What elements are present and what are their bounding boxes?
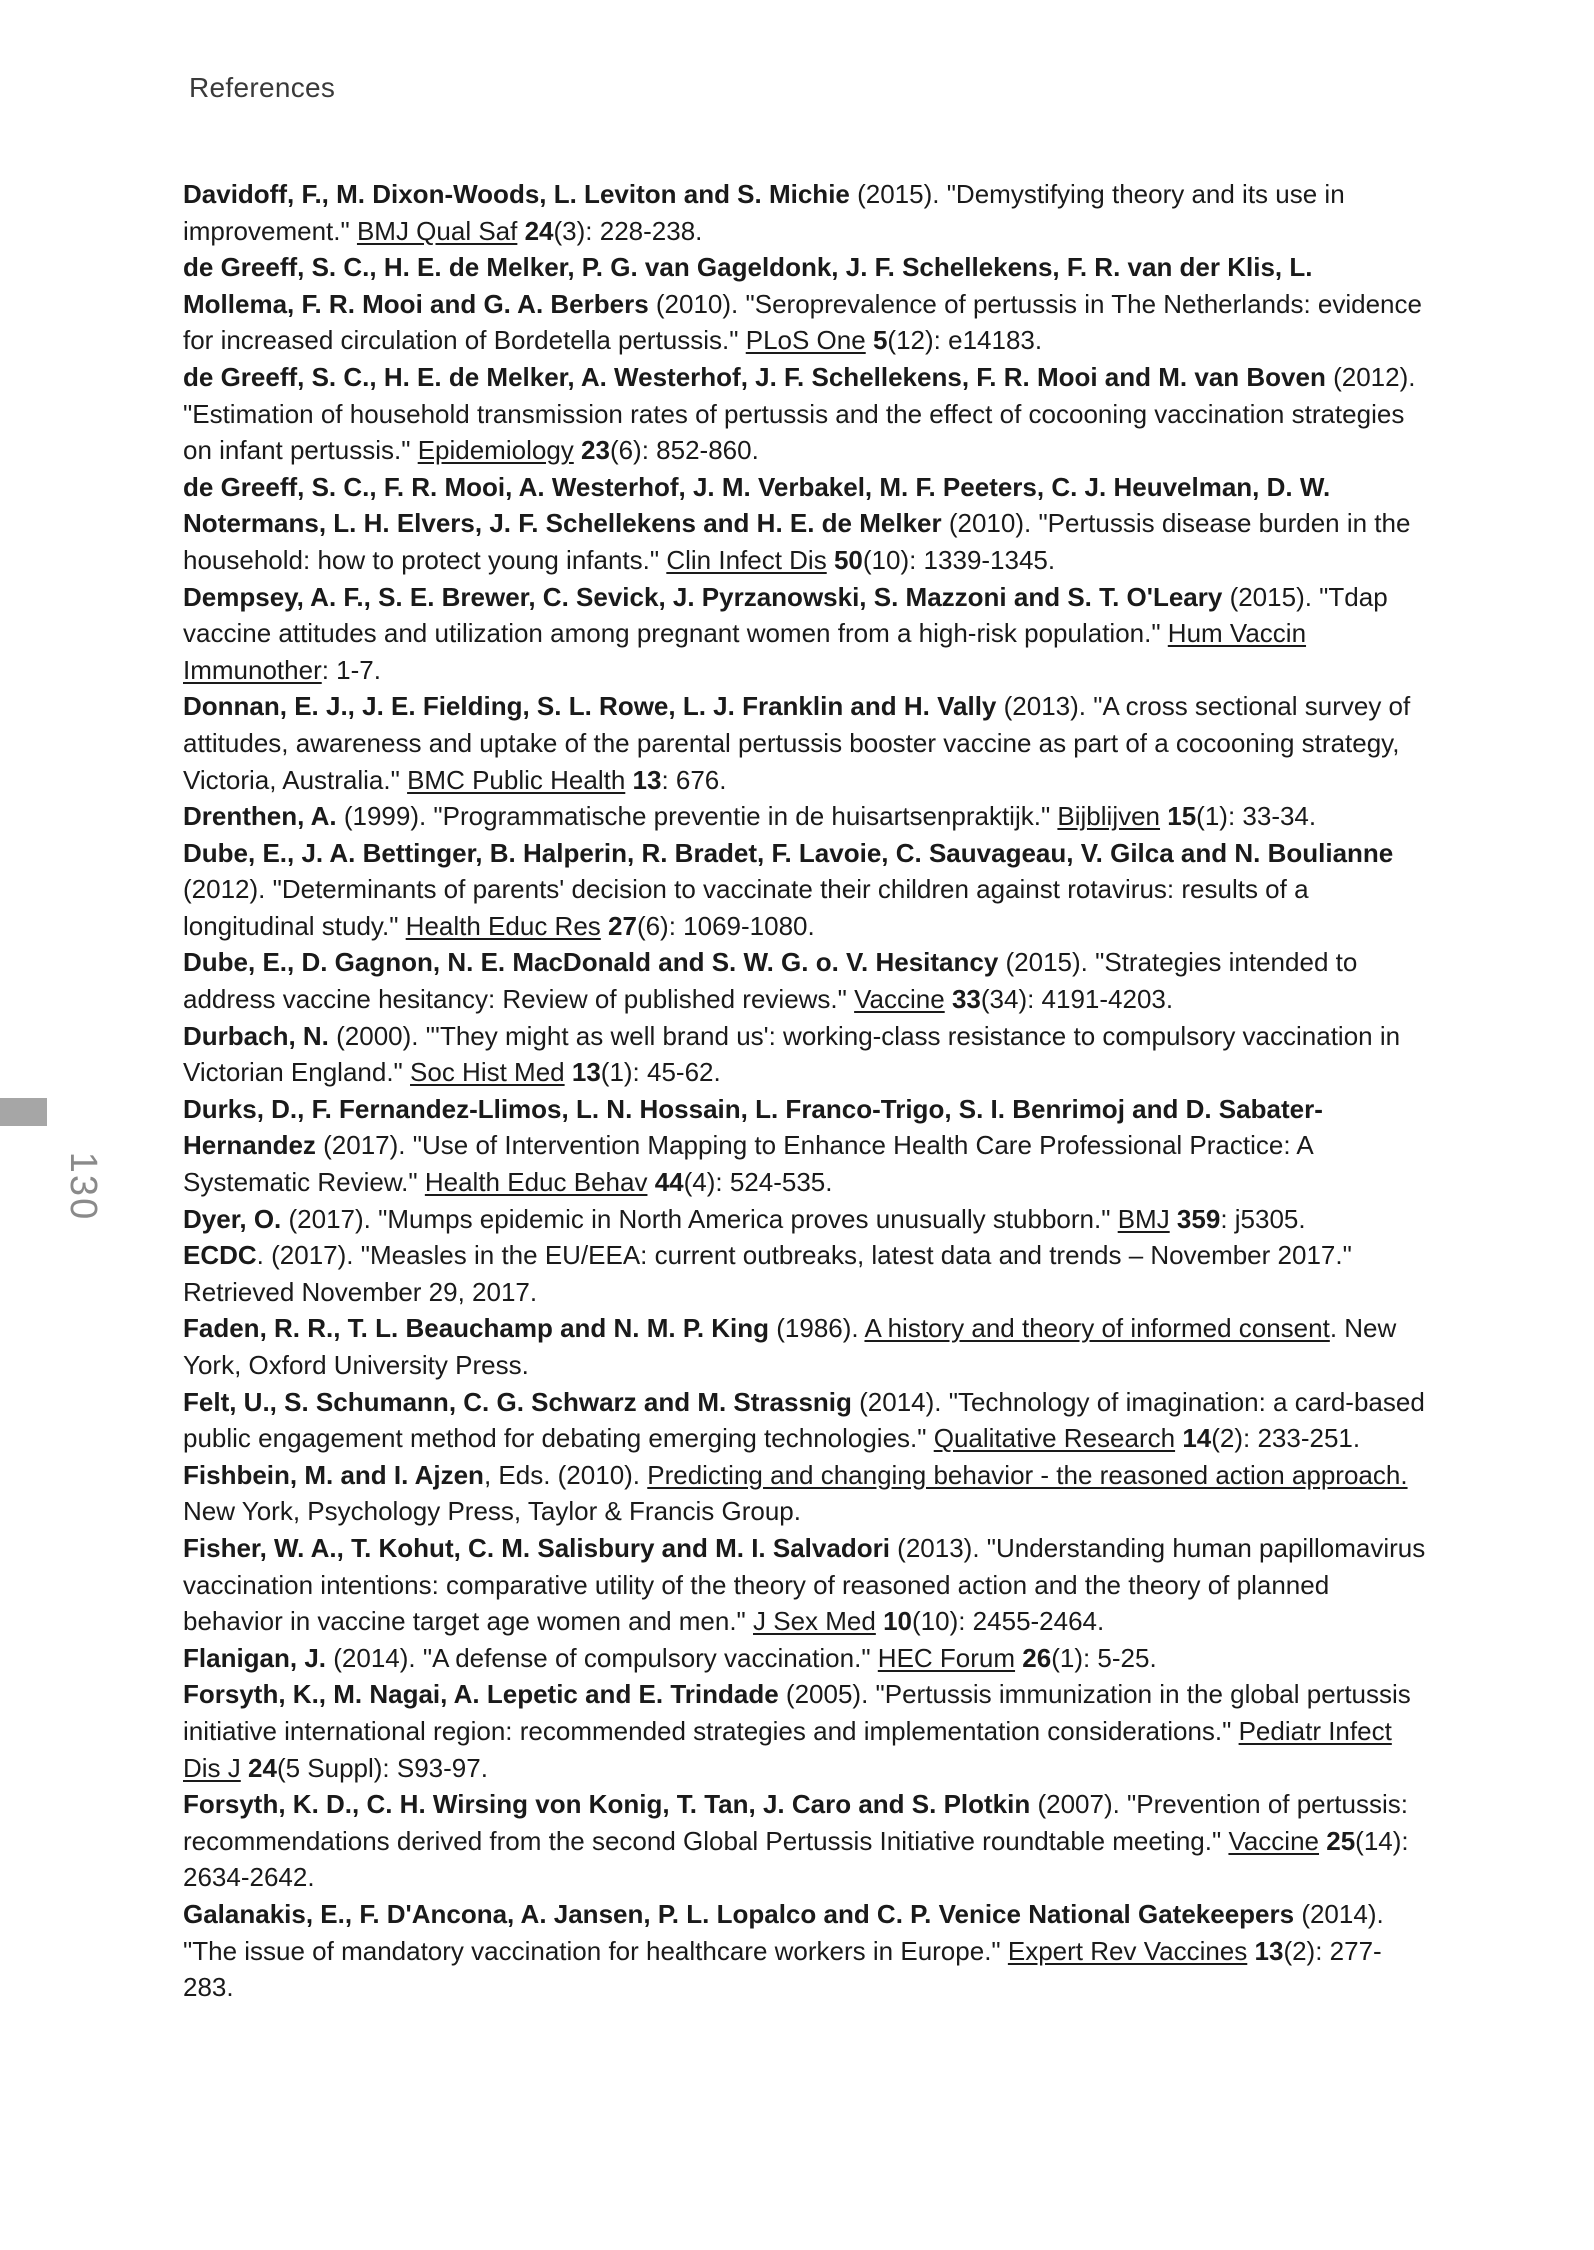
reference-entry	[183, 1201, 1428, 1238]
reference-text: (2013). "A cross sectional survey of attitudes, awareness and uptake of the parental pertussis booster vaccine as part of a cocooning strategy, Victoria, Australia."	[183, 691, 1411, 795]
reference-authors: Davidoff, F., M. Dixon-Woods, L. Leviton and S. Michie	[183, 179, 850, 209]
reference-text	[1170, 1204, 1177, 1234]
reference-text	[876, 1606, 883, 1636]
reference-authors: 26	[1022, 1642, 1052, 1673]
reference-text: (1986).	[769, 1313, 865, 1344]
reference-source: Qualitative Research	[933, 1423, 1176, 1454]
reference-source: Vaccine	[1228, 1825, 1320, 1856]
reference-authors: Flanigan, J.	[183, 1642, 327, 1673]
reference-source: A history and theory of informed consent	[864, 1313, 1330, 1344]
reference-authors: Fishbein, M. and I. Ajzen	[183, 1459, 484, 1490]
reference-text: . (2017). "Measles in the EU/EEA: current outbreaks, latest data and trends – November 2017." Retrieved November 29, 2017.	[183, 1240, 1352, 1307]
reference-entry	[183, 176, 1428, 249]
reference-text: (1): 33-34.	[1196, 801, 1317, 832]
reference-text: , Eds. (2010).	[483, 1459, 648, 1490]
reference-text: (2000). "'They might as well brand us': working-class resistance to compulsory vaccination in Victorian England."	[183, 1020, 1401, 1088]
reference-text: (2014). "Technology of imagination: a card-based public engagement method for debating emerging technologies."	[183, 1386, 1425, 1454]
reference-authors: 50	[833, 544, 863, 575]
reference-text	[647, 1167, 654, 1197]
reference-source: Epidemiology	[417, 435, 574, 466]
reference-authors: Dyer, O.	[183, 1203, 282, 1234]
reference-source: Health Educ Res	[405, 910, 601, 941]
reference-entry	[183, 1896, 1428, 2006]
reference-text: (2015). "Strategies intended to address vaccine hesitancy: Review of published reviews."	[183, 947, 1358, 1015]
reference-text	[601, 911, 608, 941]
reference-authors: Dube, E., J. A. Bettinger, B. Halperin, R. Bradet, F. Lavoie, C. Sauvageau, V. Gilca and N. Boulianne	[183, 837, 1394, 868]
reference-text: (1999). "Programmatische preventie in de huisartsenpraktijk."	[336, 801, 1058, 832]
reference-entry	[183, 1530, 1428, 1640]
reference-authors: de Greeff, S. C., H. E. de Melker, P. G. van Gageldonk, J. F. Schellekens, F. R. van der Klis, L. Mollema, F. R. Mooi and G. A. Berbers	[183, 252, 1313, 319]
reference-source: Pediatr Infect Dis J	[183, 1715, 1392, 1783]
reference-authors: 23	[581, 435, 610, 466]
reference-entry	[183, 688, 1428, 798]
reference-authors: Donnan, E. J., J. E. Fielding, S. L. Rowe, L. J. Franklin and H. Vally	[183, 691, 997, 722]
reference-authors: 44	[654, 1167, 684, 1198]
reference-text: (2015). "Demystifying theory and its use in improvement."	[183, 179, 1345, 246]
reference-text: (2013). "Understanding human papillomavirus vaccination intentions: comparative utility of the theory of reasoned action and the theory of planned behavior in vaccine target age women and men."	[183, 1532, 1426, 1637]
reference-text: (2): 277-283.	[183, 1935, 1382, 2003]
reference-text: (14): 2634-2642.	[183, 1825, 1409, 1893]
reference-source: Vaccine	[854, 984, 945, 1015]
reference-authors: 10	[883, 1606, 912, 1637]
reference-authors: 25	[1326, 1825, 1356, 1856]
reference-entry	[183, 359, 1428, 469]
reference-text	[866, 325, 873, 355]
reference-authors: 13	[632, 764, 662, 795]
reference-text: : 676.	[661, 764, 727, 795]
reference-authors: Forsyth, K., M. Nagai, A. Lepetic and E. Trindade	[183, 1679, 779, 1710]
reference-source: PLoS One	[745, 325, 866, 356]
reference-entry	[183, 1640, 1428, 1677]
reference-entry	[183, 1310, 1428, 1383]
reference-source: BMJ	[1117, 1203, 1170, 1234]
reference-authors: Dempsey, A. F., S. E. Brewer, C. Sevick, J. Pyrzanowski, S. Mazzoni and S. T. O'Leary	[183, 581, 1223, 612]
reference-text: : j5305.	[1220, 1203, 1306, 1234]
reference-authors: Dube, E., D. Gagnon, N. E. MacDonald and S. W. G. o. V. Hesitancy	[183, 947, 999, 978]
reference-text: (2012). "Determinants of parents' decision to vaccinate their children against rotavirus: results of a longitudinal study."	[183, 874, 1309, 941]
reference-authors: 33	[951, 984, 981, 1015]
reference-authors: Drenthen, A.	[183, 801, 337, 832]
reference-text	[945, 984, 952, 1014]
reference-text: (2017). "Mumps epidemic in North America proves unusually stubborn."	[281, 1203, 1118, 1234]
reference-text: (1): 5-25.	[1051, 1642, 1157, 1673]
reference-text: (2005). "Pertussis immunization in the global pertussis initiative international region: recommended strategies and implementation considerations."	[183, 1679, 1411, 1746]
reference-authors: Durks, D., F. Fernandez-Llimos, L. N. Hossain, L. Franco-Trigo, S. I. Benrimoj and D. Sabater-Hernandez	[183, 1093, 1323, 1161]
reference-text: (2017). "Use of Intervention Mapping to Enhance Health Care Professional Practice: A Systematic Review."	[183, 1130, 1313, 1198]
reference-text: (2014). "A defense of compulsory vaccination."	[326, 1642, 878, 1673]
reference-text: (4): 524-535.	[683, 1167, 833, 1198]
reference-list	[183, 176, 1428, 2006]
reference-source: BMC Public Health	[407, 764, 626, 795]
reference-entry	[183, 944, 1428, 1017]
reference-entry	[183, 1384, 1428, 1457]
reference-entry	[183, 1786, 1428, 1896]
reference-authors: de Greeff, S. C., H. E. de Melker, A. Westerhof, J. F. Schellekens, F. R. Mooi and M. van Boven	[183, 361, 1326, 392]
reference-entry	[183, 1676, 1428, 1786]
reference-text: (2014). "The issue of mandatory vaccination for healthcare workers in Europe."	[183, 1898, 1384, 1966]
reference-text	[241, 1753, 248, 1783]
reference-authors: Durbach, N.	[183, 1020, 329, 1051]
reference-text: (12): e14183.	[887, 325, 1043, 356]
reference-text: (2015). "Tdap vaccine attitudes and utilization among pregnant women from a high-risk population."	[183, 581, 1388, 649]
reference-entry	[183, 835, 1428, 945]
reference-entry	[183, 1018, 1428, 1091]
reference-source: BMJ Qual Saf	[356, 215, 518, 246]
reference-text	[625, 765, 632, 795]
reference-text: (5 Suppl): S93-97.	[276, 1752, 488, 1783]
reference-entry	[183, 1091, 1428, 1201]
reference-authors: 5	[872, 325, 888, 356]
reference-authors: 359	[1176, 1203, 1221, 1234]
reference-text: (10): 1339-1345.	[862, 544, 1056, 575]
reference-text	[565, 1057, 572, 1087]
reference-authors: ECDC	[183, 1240, 257, 1271]
reference-source: Hum Vaccin Immunother	[183, 618, 1307, 685]
reference-authors: 13	[1254, 1935, 1284, 1966]
reference-authors: Forsyth, K. D., C. H. Wirsing von Konig, T. Tan, J. Caro and S. Plotkin	[183, 1789, 1031, 1820]
reference-authors: 24	[248, 1752, 277, 1783]
reference-text: (6): 852-860.	[609, 435, 759, 466]
reference-entry	[183, 798, 1428, 835]
reference-source: Predicting and changing behavior - the reasoned action approach.	[647, 1459, 1408, 1490]
reference-text: (3): 228-238.	[553, 215, 703, 246]
reference-authors: 14	[1182, 1423, 1212, 1454]
reference-authors: de Greeff, S. C., F. R. Mooi, A. Westerhof, J. M. Verbakel, M. F. Peeters, C. J. Heuvelman, D. W. Notermans, L. H. Elvers, J. F. Schellekens and H. E. de Melker	[183, 471, 1331, 539]
reference-text: (2): 233-251.	[1211, 1423, 1361, 1454]
reference-entry	[183, 249, 1428, 359]
reference-text: (2010). "Seroprevalence of pertussis in The Netherlands: evidence for increased circulation of Bordetella pertussis."	[183, 288, 1422, 356]
reference-text: (34): 4191-4203.	[980, 984, 1174, 1015]
reference-text: (2010). "Pertussis disease burden in the household: how to protect young infants."	[183, 508, 1411, 575]
reference-source: Expert Rev Vaccines	[1007, 1935, 1248, 1966]
reference-authors: Faden, R. R., T. L. Beauchamp and N. M. P. King	[183, 1313, 770, 1344]
reference-authors: Felt, U., S. Schumann, C. G. Schwarz and M. Strassnig	[183, 1386, 852, 1417]
reference-entry	[183, 579, 1428, 689]
reference-entry	[183, 1237, 1428, 1310]
reference-text: (10): 2455-2464.	[912, 1606, 1105, 1637]
reference-source: HEC Forum	[877, 1642, 1016, 1673]
reference-source: Clin Infect Dis	[666, 544, 827, 575]
reference-authors: 13	[571, 1057, 601, 1088]
reference-text	[517, 216, 524, 246]
reference-authors: Galanakis, E., F. D'Ancona, A. Jansen, P. L. Lopalco and C. P. Venice National Gatekeepers	[183, 1898, 1295, 1929]
reference-authors: Fisher, W. A., T. Kohut, C. M. Salisbury and M. I. Salvadori	[183, 1532, 890, 1563]
reference-source: Bijblijven	[1057, 801, 1161, 832]
reference-text: (6): 1069-1080.	[636, 910, 815, 941]
reference-text: (1): 45-62.	[600, 1057, 721, 1088]
running-header: References	[189, 72, 336, 103]
page-number: 130	[62, 1151, 105, 1222]
reference-authors: 24	[524, 215, 554, 246]
reference-text: (2007). "Prevention of pertussis: recommendations derived from the second Global Pertussis Initiative roundtable meeting."	[183, 1789, 1408, 1856]
reference-text: . New York, Oxford University Press.	[183, 1313, 1397, 1380]
reference-source: J Sex Med	[753, 1606, 876, 1637]
reference-entry	[183, 1457, 1428, 1530]
reference-text: (2012). "Estimation of household transmission rates of pertussis and the effect of cocooning vaccination strategies on infant pertussis."	[183, 361, 1416, 466]
reference-authors: 15	[1167, 801, 1197, 832]
reference-text	[574, 435, 581, 465]
reference-source: Health Educ Behav	[424, 1167, 648, 1198]
page-tab-marker	[0, 1098, 47, 1126]
reference-source: Soc Hist Med	[410, 1057, 565, 1088]
reference-entry	[183, 469, 1428, 579]
reference-text: : 1-7.	[321, 654, 381, 685]
reference-text	[827, 545, 834, 575]
reference-text	[1247, 1936, 1254, 1966]
reference-text: New York, Psychology Press, Taylor & Francis Group.	[183, 1496, 801, 1527]
reference-authors: 27	[608, 910, 637, 941]
